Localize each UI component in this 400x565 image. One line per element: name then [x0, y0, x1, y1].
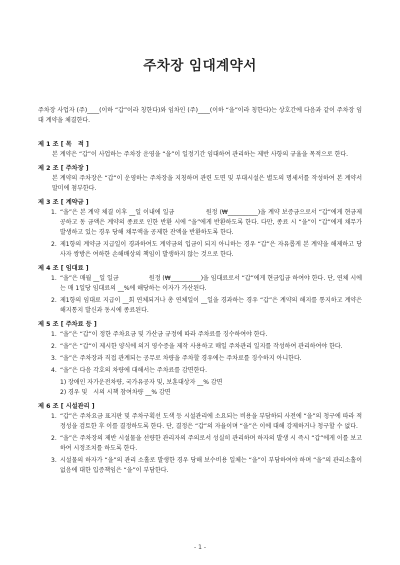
- sub-item: [38, 378, 362, 388]
- sub-item-text: 경우 및 시의 시책 참여차량 __% 감면: [68, 389, 171, 396]
- item-text: “을”은 본 계약 체결 이후 __일 이내에 일금 원정 (₩__________)을 계약 보증금으로서 “갑”에게 현금제공하고 동 금액은 계약의 종료로 인한 반환 시에 “을”에게 반환하도록 한다. 다만, 종료 시 “을”이 “갑”에게 채무가 발생하고 있는 경우 당해 채무액을 공제한 잔액을 반환하도록 한다.: [60, 209, 362, 236]
- article-item: [38, 456, 362, 476]
- article-section: [38, 320, 362, 398]
- article-item: [38, 240, 362, 260]
- sub-item-number: 2): [60, 389, 67, 396]
- article-item-list: [38, 330, 362, 398]
- sub-item-list: [38, 378, 362, 398]
- intro-paragraph: 주차장 사업자 (주)____(이하 “갑”이라 칭한다)와 임차인 (주)____(이하 “을”이라 칭한다)는 상호간에 다음과 같이 주차장 임대 계약을 체결한다.: [38, 107, 362, 124]
- item-number: 2.: [51, 343, 57, 350]
- article-item: [38, 412, 362, 432]
- article-heading: 제 4 조 [ 임대료 ]: [38, 265, 89, 272]
- item-number: 1.: [51, 413, 57, 420]
- article-item: [38, 274, 362, 294]
- document-title: 주차장 임대계약서: [143, 58, 257, 74]
- articles-container: [38, 140, 362, 476]
- item-text: 시설물의 하자가 “을”의 관리 소홀로 발생한 경우 당해 보수비용 일체는 “을”이 부담하여야 하며 “을”의 관리소홀이 없음에 대한 입증책임은 “을”이 부담한다.: [60, 457, 362, 474]
- article-section: [38, 198, 362, 260]
- item-number: 4.: [51, 367, 57, 374]
- article-text: 본 계약은 “갑”이 사업하는 주차장 운영을 “을”이 일정기간 임대하여 관리하는 제반 사항의 규율을 목적으로 한다.: [52, 151, 349, 158]
- item-number: 3.: [51, 457, 57, 464]
- article-heading: 제 2 조 [ 주차장 ]: [38, 165, 89, 172]
- article-item: [38, 208, 362, 238]
- item-text: “을”은 매월 __일 일금 원정 (₩__________)을 임대료로서 “갑”에게 현금입금 하여야 한다. 단, 연체 시에는 매 1일당 임대료의 __%에 해당하는 이자가 가산된다.: [60, 275, 362, 292]
- article-heading: 제 5 조 [ 주차료 등 ]: [38, 321, 97, 328]
- article-item: [38, 434, 362, 454]
- item-text: 제1항의 임대료 지급이 __회 연체되거나 총 연체일이 __일을 경과하는 경우 “갑”은 계약의 해지를 통지하고 계약은 해지통지 발신과 동시에 종료된다.: [60, 297, 362, 314]
- sub-item-number: 1): [60, 379, 67, 386]
- article-section: [38, 140, 362, 160]
- article-item-list: [38, 274, 362, 316]
- article-item: [38, 330, 362, 340]
- item-number: 1.: [51, 275, 57, 282]
- item-text: “을”은 “갑”이 제시한 양식에 의거 영수증을 제작 사용하고 매일 주차관리 일지를 작성하여 관리하여야 한다.: [60, 343, 343, 350]
- article-item-list: [38, 412, 362, 476]
- article-text: 본 계약의 주차장은 “갑”이 운영하는 주차장을 지칭하며 관련 도면 및 부대시설은 별도의 명세서를 작성하여 본 계약서 말미에 첨부한다.: [52, 175, 362, 192]
- sub-item-text: 장애인 자가운전차량, 국가유공자 및, 보훈대상자 __% 감면: [68, 379, 223, 386]
- article-heading: 제 6 조 [ 시설관리 ]: [38, 403, 95, 410]
- item-text: “을”은 주차장과 직접 관계되는 공무로 차량을 주차할 경우에는 주차료를 징수하지 아니한다.: [60, 355, 302, 362]
- item-text: “을”은 주차장의 제반 시설물을 선량한 관리자의 주의로서 성실히 관리하며 하자의 발생 시 즉시 “갑”에게 이를 보고하여 시정조치를 하도록 한다.: [60, 435, 362, 452]
- article-section: [38, 402, 362, 476]
- article-item: [38, 354, 362, 364]
- item-number: 2.: [51, 297, 57, 304]
- item-text: “을”은 “갑”이 정한 주차요금 및 가산금 규정에 따라 주차료를 징수하여야 한다.: [60, 331, 268, 338]
- article-section: [38, 264, 362, 316]
- article-section: [38, 164, 362, 194]
- article-heading: 제 3 조 [ 계약금 ]: [38, 199, 89, 206]
- article-item: [38, 366, 362, 376]
- sub-item: [38, 388, 362, 398]
- item-number: 3.: [51, 355, 57, 362]
- article-item: [38, 296, 362, 316]
- page-number: - 1 -: [194, 544, 206, 551]
- item-number: 2.: [51, 435, 57, 442]
- item-text: 제1항의 계약금 지급일이 경과하여도 계약금의 입금이 되지 아니하는 경우 “갑”은 자유롭게 본 계약을 해제하고 당사자 쌍방은 여하한 손해배상의 책임이 발생하지 않는 것으로 한다.: [60, 241, 362, 258]
- item-text: “을”은 다음 각호의 차량에 대해서는 주차료를 감면한다.: [60, 367, 208, 374]
- item-number: 2.: [51, 241, 57, 248]
- item-number: 1.: [51, 209, 57, 216]
- article-item-list: [38, 208, 362, 260]
- item-number: 1.: [51, 331, 57, 338]
- item-text: “갑”은 주차요금 표지판 및 주차구획선 도색 등 시설관리에 소요되는 비용을 부담하되 사전에 “을”의 청구에 따라 적정성을 검토한 후 이를 결정하도록 한다. 단, 결정은 “갑”의 자율이며 “을”은 이에 대해 강제하거나 청구할 수 없다.: [60, 413, 362, 430]
- article-heading: 제 1 조 [ 목 적 ]: [38, 141, 89, 148]
- article-item: [38, 342, 362, 352]
